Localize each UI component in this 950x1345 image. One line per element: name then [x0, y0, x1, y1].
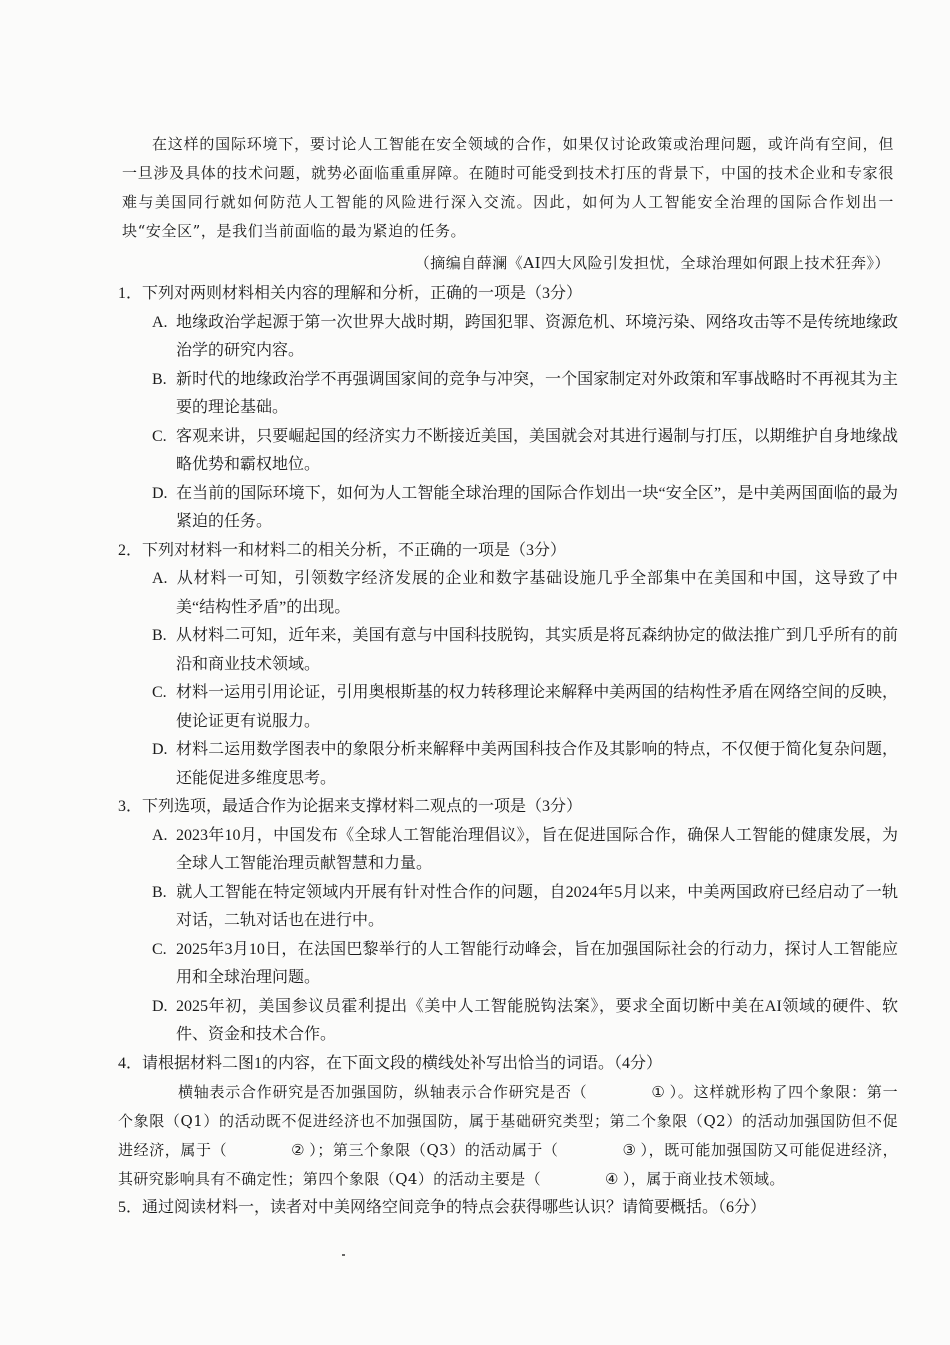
question-stem: 1．下列对两则材料相关内容的理解和分析，正确的一项是（3分）: [118, 285, 583, 302]
option-letter: B.: [152, 883, 167, 901]
option-letter: B.: [152, 370, 167, 388]
fill-text: ）。这样就形构了四个象限：第一个象限（Q1）的活动既不促进经济也不加强国防，属于基础研究类型；第二个象限（Q2）的活动加强国防但不促进经济，属于（: [118, 1083, 898, 1159]
option-list: [118, 822, 898, 1050]
option-c[interactable]: [118, 936, 898, 993]
question-stem: 5．通过阅读材料一，读者对中美网络空间竞争的特点会获得哪些认识？请简要概括。（6分）: [118, 1199, 767, 1216]
option-letter: C.: [152, 684, 167, 701]
fill-text: ）；第三个象限（Q3）的活动属于（: [309, 1141, 559, 1159]
option-b[interactable]: [118, 879, 898, 936]
question-3: [118, 793, 898, 1050]
option-text: 客观来讲，只要崛起国的经济实力不断接近美国，美国就会对其进行遏制与打压，以期维护自身地缘战略优势和霸权地位。: [176, 427, 898, 473]
option-text: 地缘政治学起源于第一次世界大战时期，跨国犯罪、资源危机、环境污染、网络攻击等不是传统地缘政治学的研究内容。: [176, 313, 898, 359]
option-letter: A.: [152, 313, 168, 331]
option-b[interactable]: [118, 366, 898, 423]
scan-speck: [342, 1254, 345, 1256]
question-stem: 4．请根据材料二图1的内容，在下面文段的横线处补写出恰当的词语。（4分）: [118, 1054, 663, 1072]
option-d[interactable]: [118, 993, 898, 1050]
option-text: 材料二运用数学图表中的象限分析来解释中美两国科技合作及其影响的特点，不仅便于简化复杂问题，还能促进多维度思考。: [176, 741, 898, 787]
option-text: 新时代的地缘政治学不再强调国家间的竞争与冲突，一个国家制定对外政策和军事战略时不再视其为主要的理论基础。: [176, 370, 898, 416]
fill-text: ），属于商业技术领域。: [622, 1170, 785, 1188]
passage: [122, 130, 894, 246]
question-stem: 3．下列选项，最适合作为论据来支撑材料二观点的一项是（3分）: [118, 798, 583, 815]
option-d[interactable]: [118, 480, 898, 537]
passage-source: （摘编自薛澜《AI四大风险引发担忧，全球治理如何跟上技术狂奔》）: [414, 254, 890, 272]
option-text: 在当前的国际环境下，如何为人工智能全球治理的国际合作划出一块“安全区”，是中美两国面临的最为紧迫的任务。: [176, 484, 898, 530]
option-letter: D.: [152, 741, 168, 758]
option-text: 材料一运用引用论证，引用奥根斯基的权力转移理论来解释中美两国的结构性矛盾在网络空间的反映，使论证更有说服力。: [176, 684, 898, 730]
option-a[interactable]: [118, 822, 898, 879]
option-d[interactable]: [118, 736, 898, 793]
option-c[interactable]: [118, 423, 898, 480]
option-c[interactable]: [118, 679, 898, 736]
fill-in-paragraph: [118, 1078, 898, 1194]
fill-text: 横轴表示合作研究是否加强国防，纵轴表示合作研究是否（: [178, 1083, 588, 1101]
option-letter: D.: [152, 484, 168, 502]
blank-1[interactable]: ①: [651, 1083, 666, 1101]
fill-text: ），既可能加强国防又可能促进经济，其研究影响具有不确定性；第四个象限（Q4）的活动主要是（: [118, 1141, 898, 1188]
option-letter: A.: [152, 570, 168, 587]
option-a[interactable]: [118, 565, 898, 622]
option-b[interactable]: [118, 622, 898, 679]
question-4: [118, 1050, 898, 1195]
option-letter: D.: [152, 997, 168, 1015]
option-a[interactable]: [118, 309, 898, 366]
option-letter: B.: [152, 627, 167, 644]
option-text: 从材料二可知，近年来，美国有意与中国科技脱钩，其实质是将瓦森纳协定的做法推广到几乎所有的前沿和商业技术领域。: [176, 627, 898, 673]
question-5: [118, 1194, 898, 1223]
option-text: 2023年10月，中国发布《全球人工智能治理倡议》，旨在促进国际合作，确保人工智能的健康发展，为全球人工智能治理贡献智慧和力量。: [176, 826, 898, 872]
question-1: [118, 280, 898, 537]
option-text: 2025年初，美国参议员霍利提出《美中人工智能脱钩法案》，要求全面切断中美在AI领域的硬件、软件、资金和技术合作。: [176, 997, 898, 1043]
passage-text: 在这样的国际环境下，要讨论人工智能在安全领域的合作，如果仅讨论政策或治理问题，或许尚有空间，但一旦涉及具体的技术问题，就势必面临重重屏障。在随时可能受到技术打压的背景下，中国的技术企业和专家很难与美国同行就如何防范人工智能的风险进行深入交流。因此，如何为人工智能安全治理的国际合作划出一块“安全区”，是我们当前面临的最为紧迫的任务。: [122, 135, 894, 240]
blank-4[interactable]: ④: [605, 1170, 619, 1188]
option-letter: A.: [152, 826, 168, 844]
option-list: [118, 309, 898, 537]
option-text: 2025年3月10日，在法国巴黎举行的人工智能行动峰会，旨在加强国际社会的行动力，探讨人工智能应用和全球治理问题。: [176, 940, 898, 986]
question-stem: 2．下列对材料一和材料二的相关分析，不正确的一项是（3分）: [118, 541, 567, 559]
blank-2[interactable]: ②: [291, 1141, 306, 1159]
question-2: [118, 537, 898, 794]
blank-3[interactable]: ③: [622, 1141, 637, 1159]
option-list: [118, 565, 898, 793]
option-letter: C.: [152, 940, 167, 958]
option-text: 从材料一可知，引领数字经济发展的企业和数字基础设施几乎全部集中在美国和中国，这导致了中美“结构性矛盾”的出现。: [176, 570, 898, 616]
question-list: [118, 280, 898, 1223]
option-letter: C.: [152, 427, 167, 445]
option-text: 就人工智能在特定领域内开展有针对性合作的问题，自2024年5月以来，中美两国政府已经启动了一轨对话，二轨对话也在进行中。: [176, 883, 898, 929]
